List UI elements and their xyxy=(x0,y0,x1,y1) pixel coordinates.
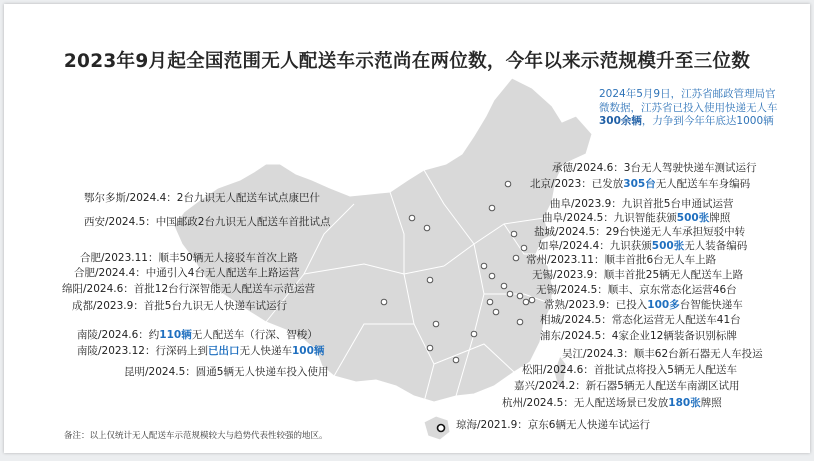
slide xyxy=(4,4,810,453)
marker-ordos xyxy=(409,215,415,221)
footnote: 备注：以上仅统计无人配送车示范规模较大与趋势代表性较强的地区。 xyxy=(64,431,328,441)
label-wujiang: 吴江/2024.3：顺丰62台新石器无人车投运 xyxy=(562,348,763,360)
label-ordos: 鄂尔多斯/2024.4：2台九识无人配送车试点康巴什 xyxy=(84,192,320,204)
marker-nanling xyxy=(493,309,499,315)
marker-songyang xyxy=(517,319,523,325)
label-beijing: 北京/2023：已发放305台无人配送车车身编码 xyxy=(530,178,751,190)
marker-qionghai xyxy=(438,425,445,432)
label-mianyang: 绵阳/2024.6：首批12台行深智能无人配送车示范运营 xyxy=(62,283,316,295)
marker-hefei2 xyxy=(489,273,495,279)
label-hefei-2023: 合肥/2023.11：顺丰50辆无人接驳车首次上路 xyxy=(80,252,298,264)
label-xian: 西安/2024.5：中国邮政2台九识无人配送车首批试点 xyxy=(84,216,331,228)
label-yancheng: 盐城/2024.5：29台快递无人车承担短驳中转 xyxy=(534,226,746,238)
label-hangzhou: 杭州/2024.5：无人配送场景已发放180张牌照 xyxy=(502,397,722,409)
page-title: 2023年9月起全国范围无人配送车示范尚在两位数，今年以来示范规模升至三位数 xyxy=(63,51,751,72)
note-tail: ，力争到今年年底达1000辆 xyxy=(641,115,774,127)
label-qionghai: 琼海/2021.9：京东6辆无人快递车试运行 xyxy=(456,419,650,431)
jiangsu-note xyxy=(599,88,784,129)
label-chengde: 承德/2024.6：3台无人驾驶快递车测试运行 xyxy=(552,162,757,174)
label-jiaxing: 嘉兴/2024.2：新石器5辆无人配送车南湖区试用 xyxy=(514,380,740,392)
marker-chengdu xyxy=(381,299,387,305)
marker-changshu xyxy=(517,293,523,299)
marker-changzhou xyxy=(501,283,507,289)
marker-xian xyxy=(424,225,430,231)
label-wuxi-2023: 无锡/2023.9：顺丰首批25辆无人配送车上路 xyxy=(532,269,744,281)
label-wuxi-2024: 无锡/2024.5：顺丰、京东常态化运营46台 xyxy=(536,284,737,296)
marker-rugao xyxy=(513,255,519,261)
marker-mianyang xyxy=(427,277,433,283)
label-xiangcheng: 相城/2024.5：常态化运营无人配送车41台 xyxy=(540,314,741,326)
label-pudong: 浦东/2024.5：4家企业12辆装备识别标牌 xyxy=(540,330,737,342)
marker-hangzhou xyxy=(471,331,477,337)
label-rugao: 如皋/2024.4：九识获颁500张无人装备编码 xyxy=(538,240,748,252)
marker-jiaxing xyxy=(433,321,439,327)
label-kunming: 昆明/2024.5：圆通5辆无人快递车投入使用 xyxy=(124,366,329,378)
label-hefei-2024: 合肥/2024.4：中通引入4台无人配送车上路运营 xyxy=(74,267,300,279)
label-qufu-2023: 曲阜/2023.9：九识首批5台申通试运营 xyxy=(550,198,734,210)
marker-xx xyxy=(427,345,433,351)
marker-hefei xyxy=(481,263,487,269)
label-chengdu: 成都/2023.9：首批5台九识无人快递车试运行 xyxy=(72,300,287,312)
marker-wujiang xyxy=(487,299,493,305)
label-changzhou: 常州/2023.11：顺丰首批6台无人车上路 xyxy=(526,254,717,266)
marker-yancheng xyxy=(521,245,527,251)
marker-wuxi xyxy=(507,291,513,297)
label-qufu-2024: 曲阜/2024.5：九识智能获颁500张牌照 xyxy=(542,212,731,224)
note-highlight: 300余辆 xyxy=(599,115,642,127)
marker-xiangcheng xyxy=(523,299,529,305)
marker-chengde xyxy=(505,181,511,187)
label-nanling-2024: 南陵/2024.6：约110辆无人配送车（行深、智梭） xyxy=(77,329,318,341)
label-nanling-2023: 南陵/2023.12：行深码上到已出口无人快递车100辆 xyxy=(77,345,325,357)
marker-kunming xyxy=(453,357,459,363)
marker-pudong xyxy=(529,297,535,303)
label-changshu: 常熟/2023.9：已投入100多台智能快递车 xyxy=(544,299,743,311)
note-text: 2024年5月9日，江苏省邮政管理局官微数据，江苏省已投入使用快递无人车 xyxy=(599,88,778,114)
label-songyang: 松阳/2024.6：首批试点将投入5辆无人配送车 xyxy=(522,364,737,376)
marker-qufu xyxy=(511,231,517,237)
marker-beijing xyxy=(489,205,495,211)
